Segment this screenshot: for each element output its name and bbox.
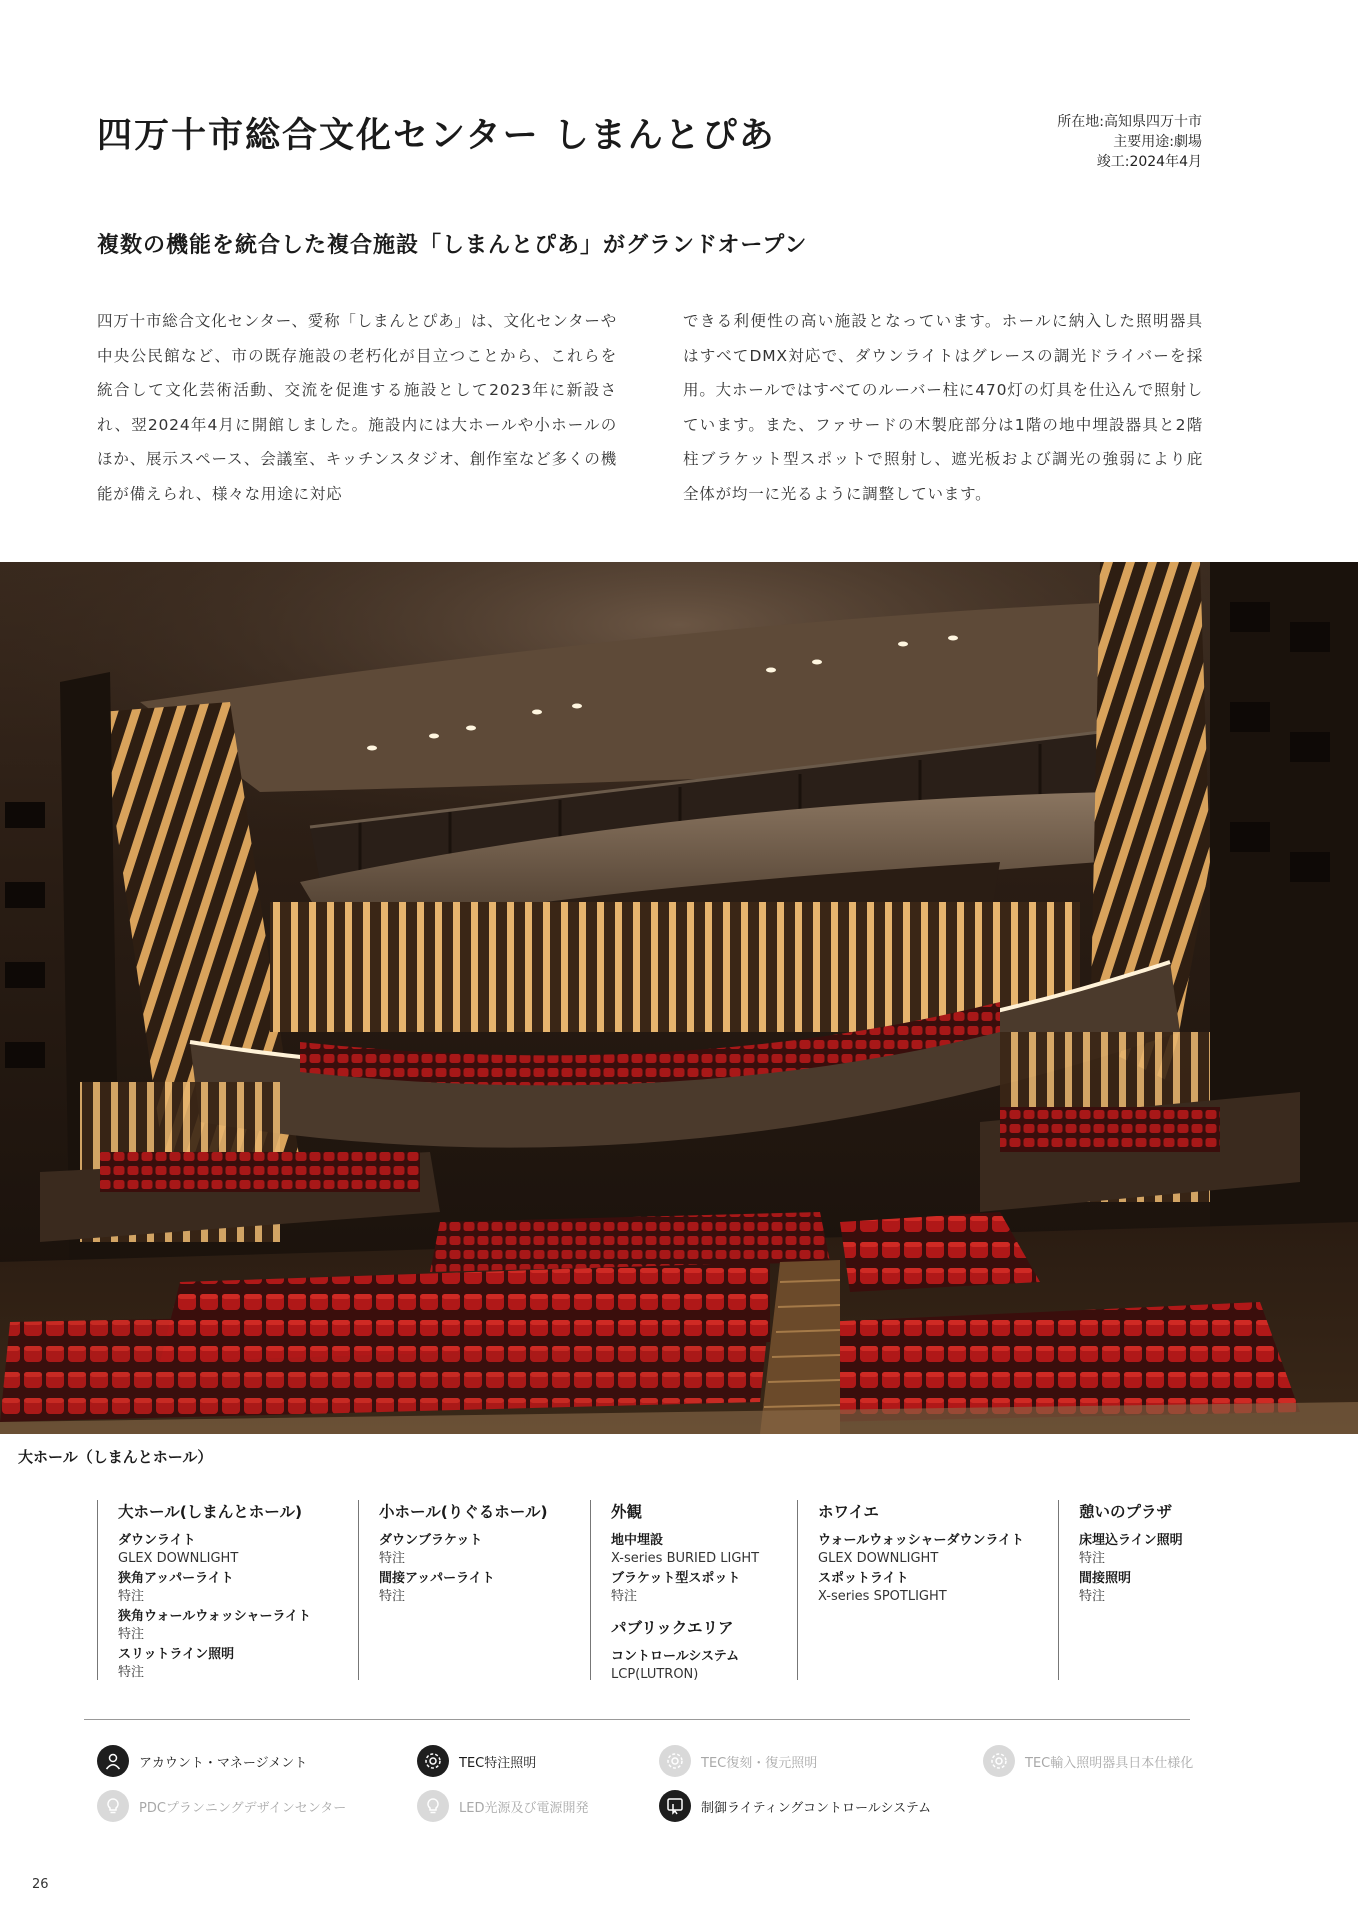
page-title: 四万十市総合文化センター しまんとぴあ bbox=[97, 116, 776, 156]
meta-location: 所在地:高知県四万十市 bbox=[1057, 114, 1202, 130]
page-number: 26 bbox=[32, 1877, 49, 1892]
meta-completion: 竣工:2024年4月 bbox=[1096, 154, 1202, 170]
category-pdc[interactable]: PDCプランニングデザインセンター bbox=[97, 1790, 346, 1822]
spec-item: ウォールウォッシャーダウンライト GLEX DOWNLIGHT bbox=[818, 1533, 1025, 1566]
bulb-icon bbox=[97, 1790, 129, 1822]
category-tec-import[interactable]: TEC輸入照明器具日本仕様化 bbox=[983, 1745, 1193, 1777]
divider bbox=[84, 1719, 1190, 1720]
spec-heading-public: パブリックエリア bbox=[611, 1619, 734, 1637]
bulb-icon bbox=[417, 1790, 449, 1822]
spec-heading: 大ホール(しまんとホール) bbox=[118, 1503, 303, 1521]
meta-usage: 主要用途:劇場 bbox=[1113, 134, 1202, 150]
spec-item: 狭角アッパーライト 特注 bbox=[118, 1571, 234, 1604]
spec-exterior bbox=[590, 1500, 759, 1680]
body-text-left: 四万十市総合文化センター、愛称「しまんとぴあ」は、文化センターや中央公民館など、市の既存施設の老朽化が目立つことから、これらを統合して文化芸術活動、交流を促進する施設として2023年に新設され、翌2024年4月に開館しました。施設内には大ホールや小ホールのほか、展示スペース、会議室、キッチンスタジオ、創作室など多くの機能が備えられ、様々な用途に対応 bbox=[97, 312, 617, 503]
spec-heading: 小ホール(りぐるホール) bbox=[379, 1503, 548, 1521]
section-subtitle: 複数の機能を統合した複合施設「しまんとぴあ」がグランドオープン bbox=[97, 233, 808, 258]
spec-large-hall bbox=[97, 1500, 311, 1680]
control-icon bbox=[659, 1790, 691, 1822]
spec-item: 狭角ウォールウォッシャーライト 特注 bbox=[118, 1609, 312, 1642]
spec-item: ダウンブラケット 特注 bbox=[379, 1533, 483, 1566]
hall-photo bbox=[0, 562, 1358, 1434]
spec-item: 間接アッパーライト 特注 bbox=[379, 1571, 495, 1604]
gear-icon bbox=[659, 1745, 691, 1777]
body-text-right: できる利便性の高い施設となっています。ホールに納入した照明器具はすべてDMX対応で、ダウンライトはグレースの調光ドライバーを採用。大ホールではすべてのルーバー柱に470灯の灯具を仕込んで照射しています。また、ファサードの木製庇部分は1階の地中埋設器具と2階柱ブラケット型スポットで照射し、遮光板および調光の強弱により庇全体が均一に光るように調整しています。 bbox=[683, 312, 1203, 503]
spec-heading: 外観 bbox=[611, 1503, 643, 1521]
spec-item: スリットライン照明 特注 bbox=[118, 1647, 235, 1680]
spec-item: コントロールシステム LCP(LUTRON) bbox=[611, 1649, 740, 1682]
spec-item: スポットライト X-series SPOTLIGHT bbox=[818, 1571, 947, 1604]
category-account-management[interactable]: アカウント・マネージメント bbox=[97, 1745, 307, 1777]
photo-caption: 大ホール（しまんとホール） bbox=[18, 1448, 213, 1466]
spec-foyer bbox=[797, 1500, 1024, 1680]
spec-item: 間接照明 特注 bbox=[1079, 1571, 1132, 1604]
category-tec-custom[interactable]: TEC特注照明 bbox=[417, 1745, 536, 1777]
spec-item: ブラケット型スポット 特注 bbox=[611, 1571, 741, 1604]
spec-plaza bbox=[1058, 1500, 1183, 1680]
category-tec-restoration[interactable]: TEC復刻・復元照明 bbox=[659, 1745, 817, 1777]
spec-heading: 憩いのプラザ bbox=[1079, 1503, 1173, 1521]
project-meta bbox=[1057, 112, 1202, 172]
gear-icon bbox=[983, 1745, 1015, 1777]
spec-item: ダウンライト GLEX DOWNLIGHT bbox=[118, 1533, 239, 1566]
gear-icon bbox=[417, 1745, 449, 1777]
spec-small-hall bbox=[358, 1500, 548, 1680]
spec-item: 地中埋設 X-series BURIED LIGHT bbox=[611, 1533, 760, 1566]
spec-heading: ホワイエ bbox=[818, 1503, 879, 1521]
category-lighting-control[interactable]: 制御ライティングコントロールシステム bbox=[659, 1790, 931, 1822]
person-icon bbox=[97, 1745, 129, 1777]
category-led-development[interactable]: LED光源及び電源開発 bbox=[417, 1790, 588, 1822]
spec-item: 床埋込ライン照明 特注 bbox=[1079, 1533, 1183, 1566]
